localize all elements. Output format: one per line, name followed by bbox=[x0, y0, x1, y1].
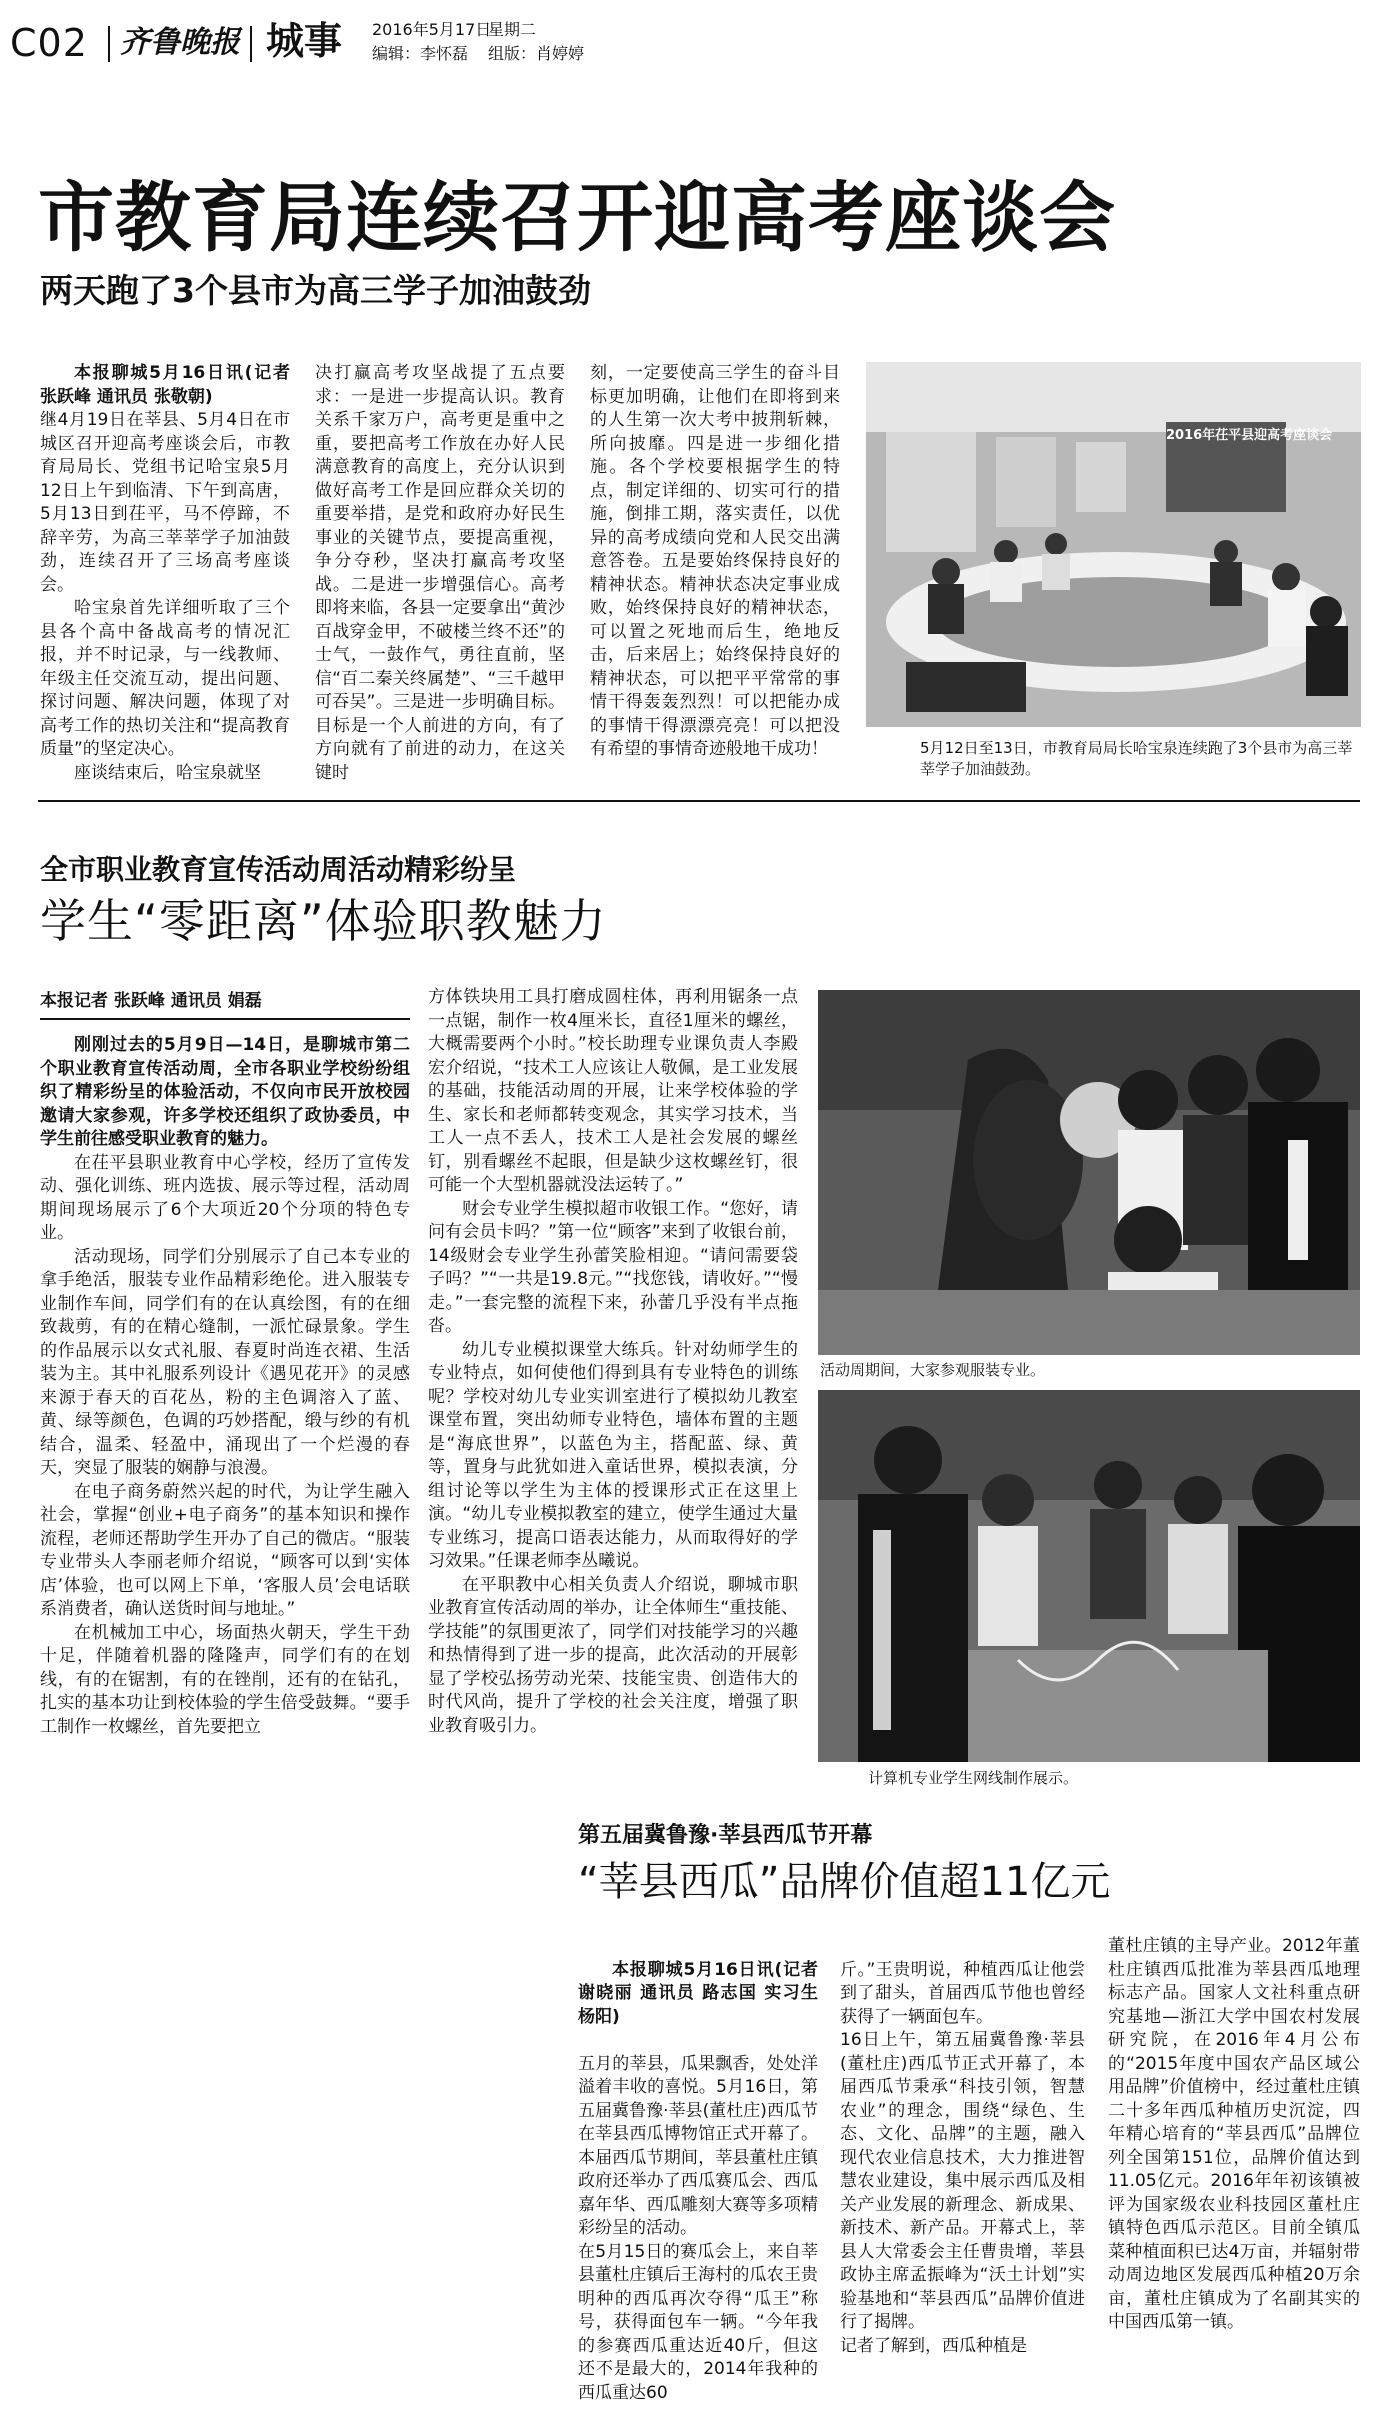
meeting-photo bbox=[866, 362, 1361, 727]
article2-column-1 bbox=[40, 1034, 410, 1852]
masthead bbox=[10, 16, 1390, 72]
article1-column-1 bbox=[40, 362, 290, 783]
paragraph: 座谈结束后，哈宝泉就坚 bbox=[74, 762, 261, 783]
meeting-photo-caption: 5月12日至13日，市教育局局长哈宝泉连续跑了3个县市为高三莘莘学子加油鼓劲。 bbox=[920, 739, 1353, 778]
section-divider bbox=[38, 800, 1360, 802]
paragraph: 活动现场，同学们分别展示了自己本专业的拿手绝活，服装专业作品精彩绝伦。进入服装专业制作车间，同学们有的在认真绘图，有的在细致裁剪，有的在精心缝制，一派忙碌景象。学生的作品展示以女式礼服、春夏时尚连衣裙、生活装为主。其中礼服系列设计《遇见花开》的灵感来源于春天的百花丛，粉的主色调溶入了蓝、黄、绿等颜色，色调的巧妙搭配，缎与纱的有机结合，温柔、轻盈中，涌现出了一个烂漫的春天，突显了服装的娴静与浪漫。 bbox=[40, 1246, 410, 1478]
clothing-photo bbox=[818, 990, 1360, 1355]
paragraph: 五月的莘县，瓜果飘香，处处洋溢着丰收的喜悦。5月16日，第五届冀鲁豫·莘县(董杜庄)西瓜节在莘县西瓜博物馆正式开幕了。本届西瓜节期间，莘县董杜庄镇政府还举办了西瓜赛瓜会、西瓜嘉年华、西瓜雕刻大赛等多项精彩纷呈的活动。 在5月15日的赛瓜会上，来自莘县董杜庄镇后王海村的瓜农王贵明种的西瓜再次夺得“瓜王”称号，获得面包车一辆。“今年我的参赛西瓜重达近40斤，但这还不是最大的，2014年我种的西瓜重达60 bbox=[578, 2053, 818, 2403]
article3-byline: 本报聊城5月16日讯(记者 谢晓丽 通讯员 路志国 实习生 杨阳) bbox=[578, 1959, 818, 2027]
paragraph: 在电子商务蔚然兴起的时代，为让学生融入社会，掌握“创业+电子商务”的基本知识和操作流程，老师还帮助学生开办了自己的微店。“服装专业带头人李丽老师介绍说，“顾客可以到‘实体店’体验，也可以网上下单，‘客服人员’会电话联系消费者，确认送货时间与地址。” bbox=[40, 1481, 410, 1619]
article2-column-2 bbox=[428, 986, 798, 1852]
editor-credit: 编辑：李怀磊 bbox=[372, 44, 469, 63]
article3-headline: “莘县西瓜”品牌价值超11亿元 bbox=[578, 1859, 1111, 1905]
article3-column-1 bbox=[578, 1935, 818, 2403]
paragraph: 幼儿专业模拟课堂大练兵。针对幼师学生的专业特点，如何使他们得到具有专业特色的训练呢？学校对幼儿专业实训室进行了模拟幼儿教室课堂布置，突出幼师专业特色，墙体布置的主题是“海底世界”，以蓝色为主，搭配蓝、绿、黄等，置身与此犹如进入童话世界，模拟表演，分组讨论等以学生为主体的授课形式正在这里上演。“幼儿专业模拟教室的建立，使学生通过大量专业练习，提高口语表达能力，从而取得好的学习效果。”任课老师李丛曦说。 bbox=[428, 1339, 798, 1571]
article1-subhead: 两天跑了3个县市为高三学子加油鼓劲 bbox=[40, 271, 591, 310]
lead-paragraph: 刚刚过去的5月9日—14日，是聊城市第二个职业教育宣传活动周，全市各职业学校纷纷组织了精彩纷呈的体验活动，不仅向市民开放校园邀请大家参观，许多学校还组织了政协委员，中学生前往感受职业教育的魅力。 bbox=[40, 1035, 410, 1149]
paragraph: 决打赢高考攻坚战提了五点要求：一是进一步提高认识。教育关系千家万户，高考更是重中之重，要把高考工作放在办好人民满意教育的高度上，充分认识到做好高考工作是回应群众关切的重要举措，是党和政府办好民生事业的关键节点，要提高重视，争分夺秒，坚决打赢高考攻坚战。二是进一步增强信心。高考即将来临，各县一定要拿出“黄沙百战穿金甲，不破楼兰终不还”的士气，一鼓作气，勇往直前，坚信“百二秦关终属楚”、“三千越甲可吞吴”。三是进一步明确目标。目标是一个人前进的方向，有了方向就有了前进的动力，在这关键时 bbox=[315, 363, 565, 783]
article1-column-3 bbox=[590, 362, 840, 774]
paper-logo: 齐鲁晚报 bbox=[120, 25, 240, 60]
issue-weekday: 星期二 bbox=[488, 20, 537, 39]
paragraph: 在平职教中心相关负责人介绍说，聊城市职业教育宣传活动周的举办，让全体师生“重技能、学技能”的氛围更浓了，同学们对技能学习的兴趣和热情得到了进一步的提高，此次活动的开展彰显了学校弘扬劳动光荣、技能宝贵、创造伟大的时代风尚，提升了学校的社会关注度，增强了职业教育吸引力。 bbox=[428, 1574, 798, 1736]
paragraph: 哈宝泉首先详细听取了三个县各个高中备战高考的情况汇报，并不时记录，与一线教师、年级主任交流互动，提出问题、探讨问题、解决问题，体现了对高考工作的热切关注和“提高教育质量”的坚定决心。 bbox=[40, 598, 290, 759]
network-cable-photo-caption: 计算机专业学生网线制作展示。 bbox=[868, 1769, 1079, 1787]
paragraph: 方体铁块用工具打磨成圆柱体，再利用锯条一点一点锯，制作一枚4厘米长，直径1厘米的螺丝，大概需要两个小时。”校长助理专业课负责人李殿宏介绍说，“技术工人应该让人敬佩，是工业发展的基础，技能活动周的开展，让来学校体验的学生、家长和老师都转变观念，其实学习技术，当工人一点不丢人，技术工人是社会发展的螺丝钉，别看螺丝不起眼，但是缺少这枚螺丝钉，很可能一个大型机器就没法运转了。” bbox=[428, 987, 798, 1195]
article1-headline: 市教育局连续召开迎高考座谈会 bbox=[38, 173, 1116, 262]
article2-byline: 本报记者 张跃峰 通讯员 娟磊 bbox=[40, 991, 262, 1011]
article3-column-2 bbox=[840, 1935, 1085, 2387]
paragraph: 刻，一定要使高三学生的奋斗目标更加明确，让他们在即将到来的人生第一次大考中披荆斩棘，所向披靡。四是进一步细化措施。各个学校要根据学生的特点，制定详细的、切实可行的措施，倒排工期，落实责任，以优异的高考成绩向党和人民交出满意答卷。五是要始终保持良好的精神状态。精神状态决定事业成败，始终保持良好的精神状态，可以置之死地而后生，绝地反击，后来居上；始终保持良好的精神状态，可以把平平常常的事情干得轰轰烈烈！可以把能办成的事情干得漂漂亮亮！可以把没有希望的事情奇迹般地干成功！ bbox=[590, 363, 840, 759]
article2-headline: 学生“零距离”体验职教魅力 bbox=[40, 894, 607, 948]
paragraph: 董杜庄镇的主导产业。2012年董杜庄镇西瓜批准为莘县西瓜地理标志产品。国家人文社科重点研究基地—浙江大学中国农村发展研究院，在2016年4月公布的“2015年度中国农产品区域公用品牌”价值榜中，经过董杜庄镇二十多年西瓜种植历史沉淀，四年精心培育的“莘县西瓜”品牌位列全国第151位，品牌价值达到11.05亿元。2016年年初该镇被评为国家级农业科技园区董杜庄镇特色西瓜示范区。目前全镇瓜菜种植面积已达4万亩，并辐射带动周边地区发展西瓜种植20万余亩，董杜庄镇成为了名副其实的中国西瓜第一镇。 bbox=[1108, 1936, 1360, 2332]
photo-banner-text: 2016年茌平县迎高考座谈会 bbox=[1166, 428, 1333, 443]
byline-underline bbox=[40, 1018, 410, 1020]
masthead-divider bbox=[250, 26, 252, 62]
paragraph: 在茌平县职业教育中心学校，经历了宣传发动、强化训练、班内选拔、展示等过程，活动周期间现场展示了6个大项近20个分项的特色专业。 bbox=[40, 1152, 410, 1243]
article1-byline: 本报聊城5月16日讯(记者 张跃峰 通讯员 张敬朝) bbox=[40, 363, 290, 407]
layout-credit: 组版：肖婷婷 bbox=[488, 44, 585, 63]
issue-date: 2016年5月17日 bbox=[372, 20, 492, 39]
section-name: 城事 bbox=[266, 19, 343, 63]
network-cable-photo bbox=[818, 1390, 1360, 1762]
article3-kicker: 第五届冀鲁豫·莘县西瓜节开幕 bbox=[578, 1823, 873, 1848]
page-number: C02 bbox=[10, 21, 88, 65]
paragraph: 财会专业学生模拟超市收银工作。“您好，请问有会员卡吗？”第一位“顾客”来到了收银台前，14级财会专业学生孙蕾笑脸相迎。“请问需要袋子吗？”“一共是19.8元。”“找您钱，请收好。”“慢走。”一套完整的流程下来，孙蕾几乎没有半点拖沓。 bbox=[428, 1198, 798, 1336]
article3-column-3 bbox=[1108, 1935, 1360, 2387]
clothing-photo-caption: 活动周期间，大家参观服装专业。 bbox=[820, 1361, 1046, 1379]
article2-kicker: 全市职业教育宣传活动周活动精彩纷呈 bbox=[40, 853, 517, 886]
masthead-divider bbox=[108, 26, 110, 62]
paragraph: 斤。”王贵明说，种植西瓜让他尝到了甜头，首届西瓜节他也曾经获得了一辆面包车。 16日上午，第五届冀鲁豫·莘县(董杜庄)西瓜节正式开幕了，本届西瓜节秉承“科技引领，智慧农业”的理念，围绕“绿色、生态、文化、品牌”的主题，融入现代农业信息技术，大力推进智慧农业建设，集中展示西瓜及相关产业发展的新理念、新成果、新技术、新产品。开幕式上，莘县人大常委会主任曹贵增，莘县政协主席孟振峰为“沃土计划”实验基地和“莘县西瓜”品牌价值进行了揭牌。 记者了解到，西瓜种植是 bbox=[840, 1959, 1085, 2356]
paragraph: 在机械加工中心，场面热火朝天，学生干劲十足，伴随着机器的隆隆声，同学们有的在划线，有的在锯割，有的在锉削，还有的在钻孔，扎实的基本功让到校体验的学生倍受鼓舞。“要手工制作一枚螺丝，首先要把立 bbox=[40, 1622, 410, 1737]
paragraph: 继4月19日在莘县、5月4日在市城区召开迎高考座谈会后，市教育局局长、党组书记哈宝泉5月12日上午到临清、下午到高唐，5月13日到茌平，马不停蹄，不辞辛劳，为高三莘莘学子加油鼓劲，连续召开了三场高考座谈会。 bbox=[40, 410, 290, 595]
article1-column-2 bbox=[315, 362, 565, 783]
